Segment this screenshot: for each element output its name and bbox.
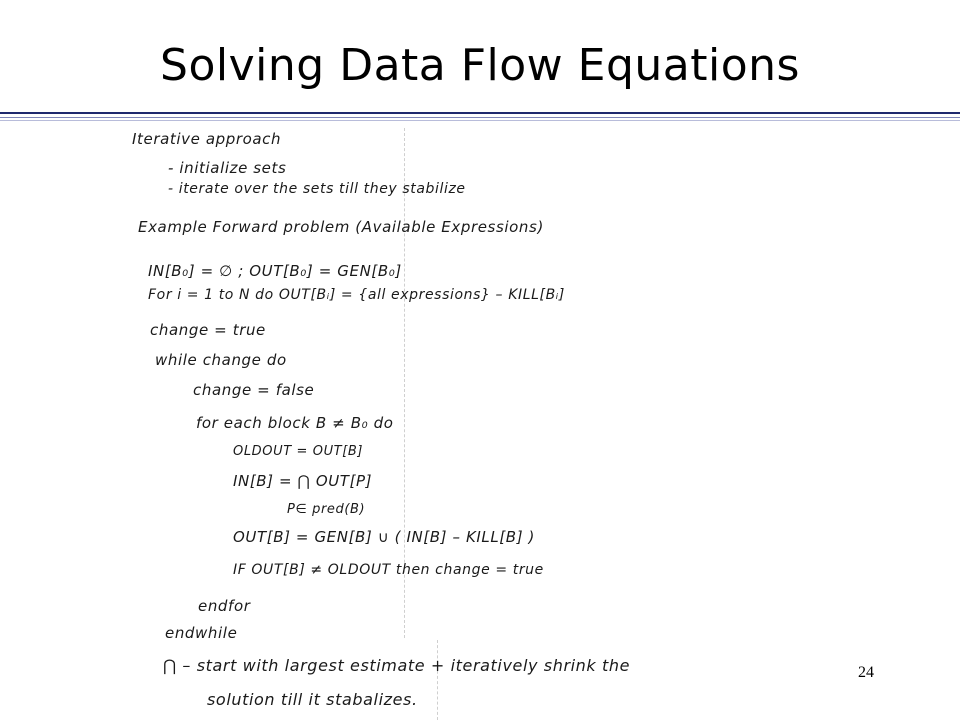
- algo-line-if: IF OUT[B] ≠ OLDOUT then change = true: [233, 562, 544, 578]
- algo-line-out: OUT[B] = GEN[B] ∪ ( IN[B] – KILL[B] ): [233, 528, 535, 546]
- algo-line-change-true: change = true: [150, 321, 266, 339]
- notes-bullet-iterate: - iterate over the sets till they stabilize: [168, 181, 466, 197]
- footnote-line-2: solution till it stabalizes.: [207, 690, 418, 709]
- algo-line-oldout: OLDOUT = OUT[B]: [233, 444, 364, 459]
- algo-line-pred: P∈ pred(B): [287, 502, 366, 517]
- algo-line-init: IN[B₀] = ∅ ; OUT[B₀] = GEN[B₀]: [148, 262, 402, 280]
- algo-line-endwhile: endwhile: [165, 624, 238, 642]
- slide-title: Solving Data Flow Equations: [160, 40, 800, 91]
- algo-line-in: IN[B] = ⋂ OUT[P]: [233, 472, 373, 490]
- title-rule: [0, 112, 960, 114]
- notes-example: Example Forward problem (Available Expressions): [138, 218, 544, 236]
- algo-line-for: For i = 1 to N do OUT[Bᵢ] = {all expressions} – KILL[Bᵢ]: [148, 287, 565, 303]
- algo-line-foreach: for each block B ≠ B₀ do: [196, 414, 394, 432]
- footnote-line-1: ⋂ – start with largest estimate + iteratively shrink the: [163, 656, 631, 675]
- scan-fold-line-lower: [437, 640, 438, 720]
- page-number: 24: [858, 664, 874, 681]
- title-rule-tertiary: [0, 120, 960, 121]
- algo-line-endfor: endfor: [198, 597, 251, 615]
- notes-bullet-initialize: - initialize sets: [168, 159, 287, 177]
- algo-line-while: while change do: [155, 351, 287, 369]
- notes-heading: Iterative approach: [132, 130, 282, 148]
- title-rule-secondary: [0, 117, 960, 118]
- algo-line-change-false: change = false: [193, 381, 315, 399]
